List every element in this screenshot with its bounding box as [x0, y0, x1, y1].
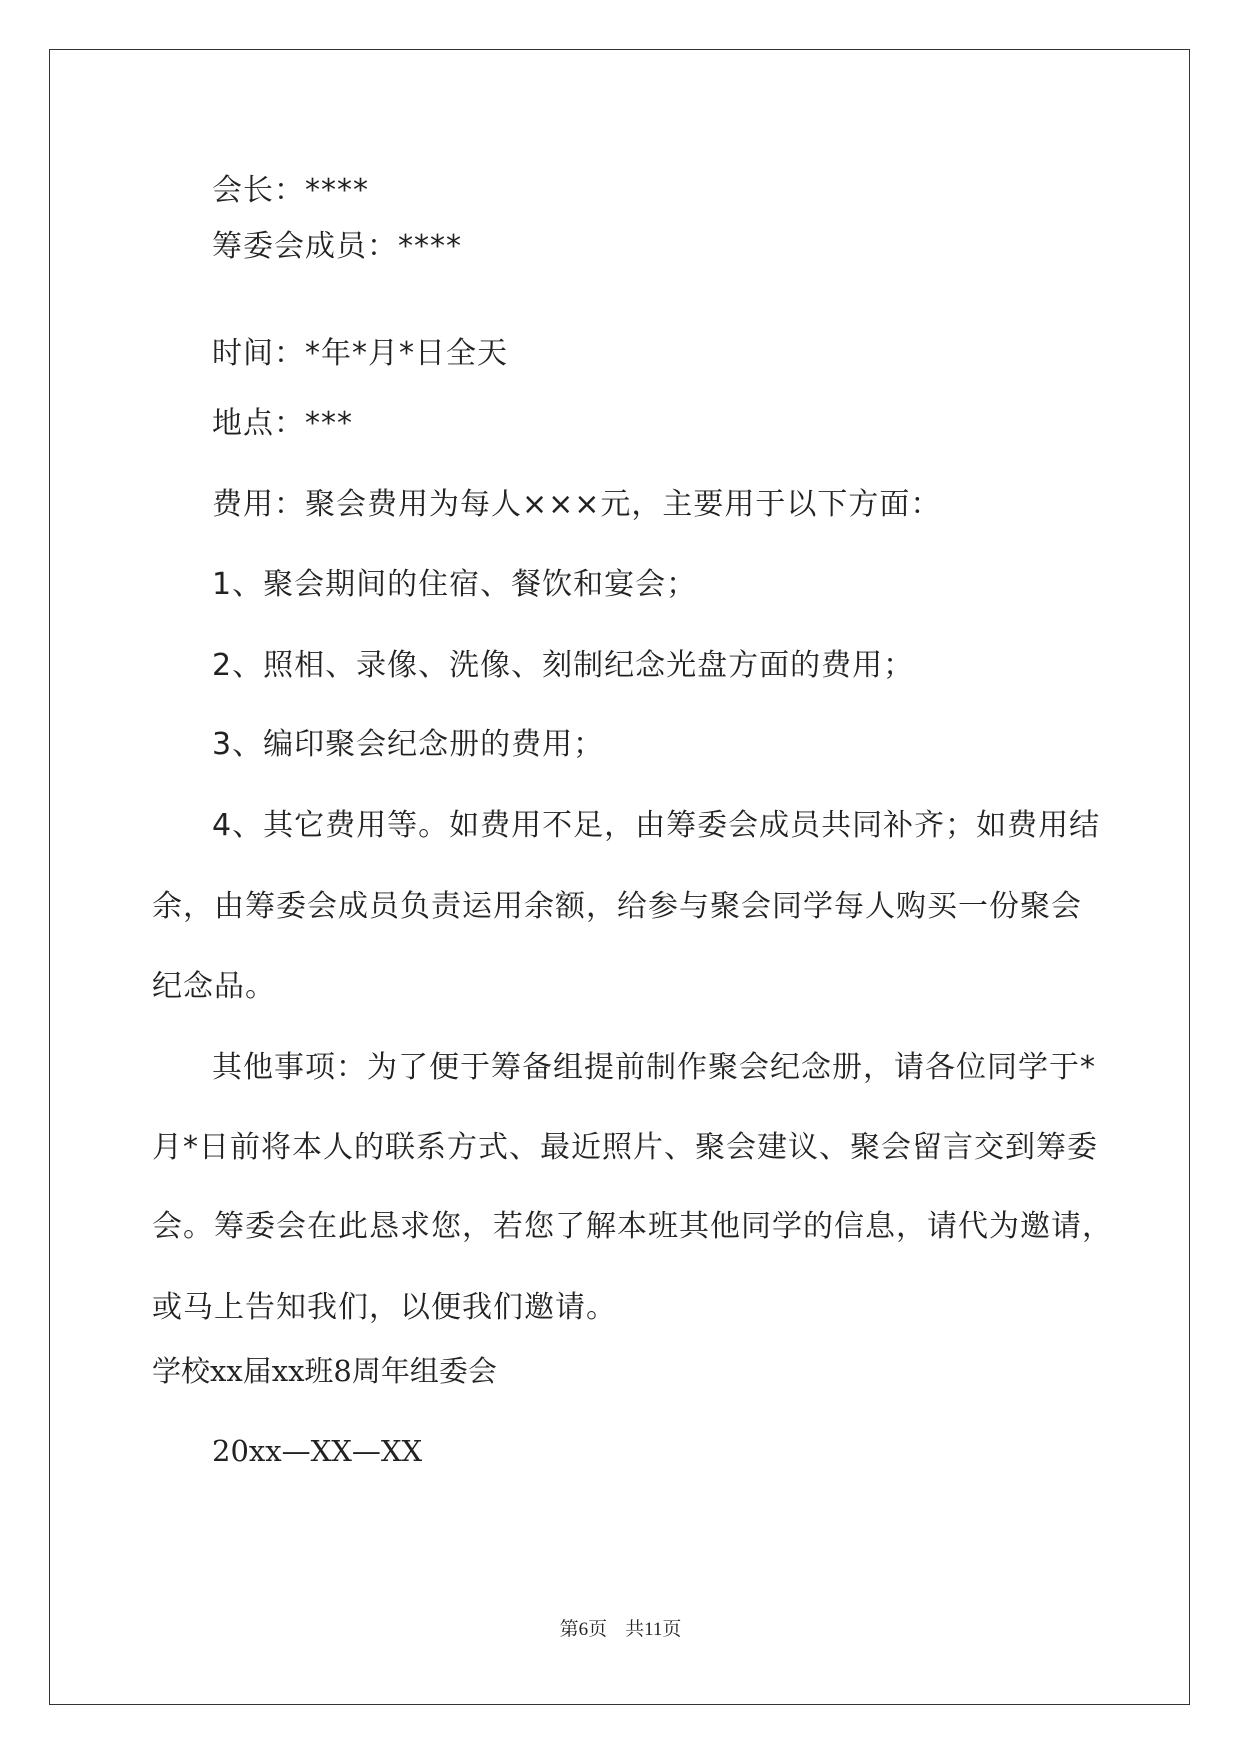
location-line: 地点：*** — [212, 406, 353, 441]
time-line: 时间：*年*月*日全天 — [212, 336, 508, 371]
other-matters-line-2: 月*日前将本人的联系方式、最近照片、聚会建议、聚会留言交到筹委 — [152, 1130, 1098, 1165]
page-total: 共11页 — [625, 1619, 682, 1640]
other-matters-line-1: 其他事项：为了便于筹备组提前制作聚会纪念册，请各位同学于* — [212, 1050, 1096, 1085]
page-footer — [0, 1618, 1241, 1642]
president-line: 会长：**** — [212, 173, 369, 208]
fee-item-1: 1、聚会期间的住宿、餐饮和宴会； — [212, 567, 698, 602]
committee-members-line: 筹委会成员：**** — [212, 229, 462, 264]
signature-date: 20xx—XX—XX — [212, 1434, 423, 1468]
other-matters-line-3: 会。筹委会在此恳求您，若您了解本班其他同学的信息，请代为邀请， — [152, 1209, 1113, 1244]
signature-organizer: 学校xx届xx班8周年组委会 — [152, 1354, 497, 1388]
fee-item-3: 3、编印聚会纪念册的费用； — [212, 727, 605, 762]
page-number: 第6页 — [559, 1619, 608, 1640]
fee-item-4-line-3: 纪念品。 — [152, 969, 276, 1004]
fee-line: 费用：聚会费用为每人×××元，主要用于以下方面： — [212, 487, 942, 522]
fee-item-4-line-1: 4、其它费用等。如费用不足，由筹委会成员共同补齐；如费用结 — [212, 808, 1101, 843]
fee-item-2: 2、照相、录像、洗像、刻制纪念光盘方面的费用； — [212, 648, 915, 683]
other-matters-line-4: 或马上告知我们，以便我们邀请。 — [152, 1290, 617, 1325]
fee-item-4-line-2: 余，由筹委会成员负责运用余额，给参与聚会同学每人购买一份聚会 — [152, 889, 1082, 924]
